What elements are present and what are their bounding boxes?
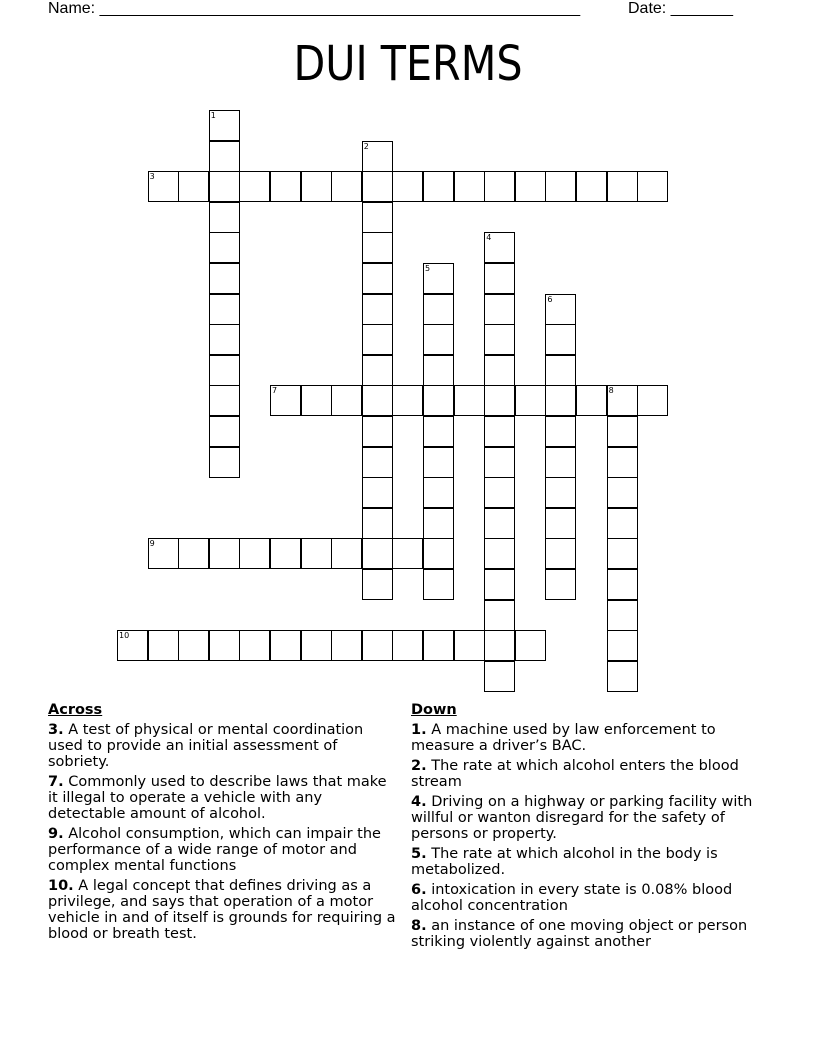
across-clue-10: [48, 878, 398, 942]
crossword-cell[interactable]: [392, 630, 423, 661]
crossword-cell[interactable]: [607, 416, 638, 447]
across-clue-7: [48, 774, 398, 822]
crossword-cell[interactable]: [178, 630, 209, 661]
crossword-cell[interactable]: [423, 294, 454, 325]
crossword-cell[interactable]: [301, 385, 332, 416]
crossword-cell[interactable]: [545, 508, 576, 539]
crossword-cell[interactable]: [117, 630, 148, 661]
crossword-cell[interactable]: [362, 385, 393, 416]
crossword-cell[interactable]: [301, 538, 332, 569]
crossword-cell[interactable]: [362, 538, 393, 569]
crossword-cell[interactable]: [209, 110, 240, 141]
crossword-cell[interactable]: [484, 416, 515, 447]
crossword-cell[interactable]: [423, 508, 454, 539]
crossword-cell[interactable]: [362, 324, 393, 355]
clue-text: A machine used by law enforcement to measure a driver’s BAC.: [411, 722, 716, 754]
down-heading: Down: [411, 702, 457, 718]
crossword-cell[interactable]: [454, 385, 485, 416]
crossword-cell[interactable]: [423, 324, 454, 355]
cell-number: 4: [486, 233, 492, 243]
clue-text: Alcohol consumption, which can impair the performance of a wide range of motor and complex mental functions: [48, 826, 381, 874]
crossword-cell[interactable]: [545, 324, 576, 355]
crossword-cell[interactable]: [148, 538, 179, 569]
clue-text: A test of physical or mental coordination used to provide an initial assessment of sobriety.: [48, 722, 364, 770]
cell-number: 9: [149, 539, 155, 549]
crossword-cell[interactable]: [484, 538, 515, 569]
crossword-cell[interactable]: [239, 630, 270, 661]
crossword-cell[interactable]: [148, 171, 179, 202]
clue-number: 6.: [411, 882, 427, 898]
crossword-cell[interactable]: [331, 171, 362, 202]
crossword-cell[interactable]: [362, 294, 393, 325]
clue-text: intoxication in every state is 0.08% blood alcohol concentration: [411, 882, 733, 914]
crossword-cell[interactable]: [423, 171, 454, 202]
crossword-cell[interactable]: [362, 416, 393, 447]
crossword-cell[interactable]: [545, 355, 576, 386]
cell-number: 1: [210, 111, 216, 120]
down-clue-4: [411, 794, 766, 842]
clue-text: The rate at which alcohol enters the blood stream: [411, 758, 739, 790]
crossword-cell[interactable]: [423, 477, 454, 508]
crossword-cell[interactable]: [423, 630, 454, 661]
crossword-cell[interactable]: [484, 661, 515, 692]
crossword-cell[interactable]: [515, 171, 546, 202]
crossword-cell[interactable]: [209, 355, 240, 386]
crossword-cell[interactable]: [209, 385, 240, 416]
crossword-cell[interactable]: [484, 508, 515, 539]
crossword-cell[interactable]: [637, 171, 668, 202]
crossword-cell[interactable]: [331, 538, 362, 569]
crossword-cell[interactable]: [239, 538, 270, 569]
across-clue-9: [48, 826, 398, 874]
crossword-cell[interactable]: [484, 232, 515, 263]
crossword-cell[interactable]: [607, 477, 638, 508]
across-clue-3: [48, 722, 398, 770]
crossword-cell[interactable]: [515, 385, 546, 416]
clue-number: 2.: [411, 758, 427, 774]
crossword-cell[interactable]: [362, 508, 393, 539]
crossword-cell[interactable]: [209, 141, 240, 172]
clue-text: Driving on a highway or parking facility with willful or wanton disregard for the safety of persons or property.: [411, 794, 753, 842]
page-title: DUI TERMS: [293, 36, 523, 92]
crossword-cell[interactable]: [362, 447, 393, 478]
crossword-cell[interactable]: [301, 630, 332, 661]
clue-number: 8.: [411, 918, 427, 934]
clue-number: 3.: [48, 722, 64, 738]
crossword-cell[interactable]: [607, 171, 638, 202]
across-clues: [48, 702, 398, 946]
crossword-cell[interactable]: [209, 416, 240, 447]
crossword-cell[interactable]: [423, 447, 454, 478]
crossword-cell[interactable]: [423, 355, 454, 386]
down-clue-5: [411, 846, 766, 878]
crossword-cell[interactable]: [331, 630, 362, 661]
cell-number: 2: [363, 141, 369, 151]
crossword-cell[interactable]: [362, 141, 393, 172]
crossword-cell[interactable]: [484, 447, 515, 478]
cell-number: 6: [547, 294, 553, 304]
cell-number: 8: [608, 386, 614, 396]
crossword-cell[interactable]: [392, 385, 423, 416]
crossword-cell[interactable]: [637, 385, 668, 416]
crossword-cell[interactable]: [545, 447, 576, 478]
clue-text: A legal concept that defines driving as a privilege, and says that operation of a motor vehicle in and of itself is grounds for requiring a blood or breath test.: [48, 878, 396, 942]
cell-number: 7: [272, 386, 278, 396]
crossword-cell[interactable]: [545, 538, 576, 569]
crossword-cell[interactable]: [362, 569, 393, 600]
crossword-cell[interactable]: [331, 385, 362, 416]
crossword-cell[interactable]: [148, 630, 179, 661]
down-clue-6: [411, 882, 766, 914]
clue-number: 5.: [411, 846, 427, 862]
crossword-cell[interactable]: [362, 171, 393, 202]
crossword-cell[interactable]: [607, 569, 638, 600]
crossword-cell[interactable]: [484, 477, 515, 508]
crossword-cell[interactable]: [362, 202, 393, 233]
crossword-cell[interactable]: [209, 232, 240, 263]
crossword-cell[interactable]: [423, 538, 454, 569]
clue-number: 9.: [48, 826, 64, 842]
crossword-cell[interactable]: [484, 171, 515, 202]
crossword-cell[interactable]: [607, 447, 638, 478]
crossword-cell[interactable]: [209, 171, 240, 202]
cell-number: 3: [149, 172, 155, 182]
crossword-cell[interactable]: [607, 630, 638, 661]
crossword-cell[interactable]: [454, 630, 485, 661]
crossword-cell[interactable]: [454, 171, 485, 202]
crossword-cell[interactable]: [484, 355, 515, 386]
crossword-cell[interactable]: [545, 385, 576, 416]
header: [48, 0, 748, 20]
crossword-cell[interactable]: [362, 477, 393, 508]
crossword-cell[interactable]: [484, 294, 515, 325]
crossword-cell[interactable]: [209, 263, 240, 294]
down-clue-8: [411, 918, 766, 950]
clue-text: an instance of one moving object or person striking violently against another: [411, 918, 748, 950]
across-heading: Across: [48, 702, 103, 718]
crossword-cell[interactable]: [607, 385, 638, 416]
crossword-cell[interactable]: [178, 538, 209, 569]
crossword-cell[interactable]: [239, 171, 270, 202]
crossword-cell[interactable]: [209, 630, 240, 661]
crossword-cell[interactable]: [270, 630, 301, 661]
crossword-cell[interactable]: [484, 569, 515, 600]
crossword-cell[interactable]: [484, 263, 515, 294]
crossword-cell[interactable]: [607, 600, 638, 631]
clue-text: The rate at which alcohol in the body is metabolized.: [411, 846, 718, 878]
crossword-cell[interactable]: [362, 630, 393, 661]
crossword-cell[interactable]: [270, 385, 301, 416]
clue-number: 1.: [411, 722, 427, 738]
crossword-cell[interactable]: [515, 630, 546, 661]
crossword-cell[interactable]: [209, 538, 240, 569]
crossword-cell[interactable]: [545, 416, 576, 447]
crossword-cell[interactable]: [178, 171, 209, 202]
crossword-cell[interactable]: [270, 538, 301, 569]
crossword-cell[interactable]: [545, 171, 576, 202]
crossword-cell[interactable]: [423, 385, 454, 416]
name-field-label[interactable]: Name: ______________________________________________________: [48, 0, 581, 17]
crossword-cell[interactable]: [423, 416, 454, 447]
crossword-cell[interactable]: [423, 263, 454, 294]
clue-text: Commonly used to describe laws that make it illegal to operate a vehicle with any detectable amount of alcohol.: [48, 774, 387, 822]
crossword-cell[interactable]: [545, 477, 576, 508]
crossword-cell[interactable]: [392, 171, 423, 202]
crossword-cell[interactable]: [209, 447, 240, 478]
cell-number: 10: [119, 631, 130, 641]
crossword-cell[interactable]: [301, 171, 332, 202]
crossword-cell[interactable]: [209, 294, 240, 325]
crossword-cell[interactable]: [607, 661, 638, 692]
cell-number: 5: [425, 264, 431, 273]
crossword-cell[interactable]: [362, 355, 393, 386]
crossword-cell[interactable]: [484, 385, 515, 416]
date-field-label[interactable]: Date: _______: [628, 0, 733, 17]
crossword-cell[interactable]: [209, 324, 240, 355]
crossword-cell[interactable]: [484, 600, 515, 631]
crossword-cell[interactable]: [423, 569, 454, 600]
down-clues: [411, 702, 766, 954]
crossword-cell[interactable]: [270, 171, 301, 202]
clue-number: 4.: [411, 794, 427, 810]
crossword-cell[interactable]: [545, 294, 576, 325]
crossword-cell[interactable]: [607, 508, 638, 539]
down-clue-2: [411, 758, 766, 790]
crossword-cell[interactable]: [362, 232, 393, 263]
clue-number: 10.: [48, 878, 74, 894]
crossword-cell[interactable]: [209, 202, 240, 233]
crossword-cell[interactable]: [576, 385, 607, 416]
crossword-cell[interactable]: [484, 630, 515, 661]
crossword-cell[interactable]: [362, 263, 393, 294]
clue-number: 7.: [48, 774, 64, 790]
crossword-cell[interactable]: [392, 538, 423, 569]
down-clue-1: [411, 722, 766, 754]
crossword-cell[interactable]: [607, 538, 638, 569]
crossword-cell[interactable]: [484, 324, 515, 355]
crossword-cell[interactable]: [545, 569, 576, 600]
crossword-cell[interactable]: [576, 171, 607, 202]
